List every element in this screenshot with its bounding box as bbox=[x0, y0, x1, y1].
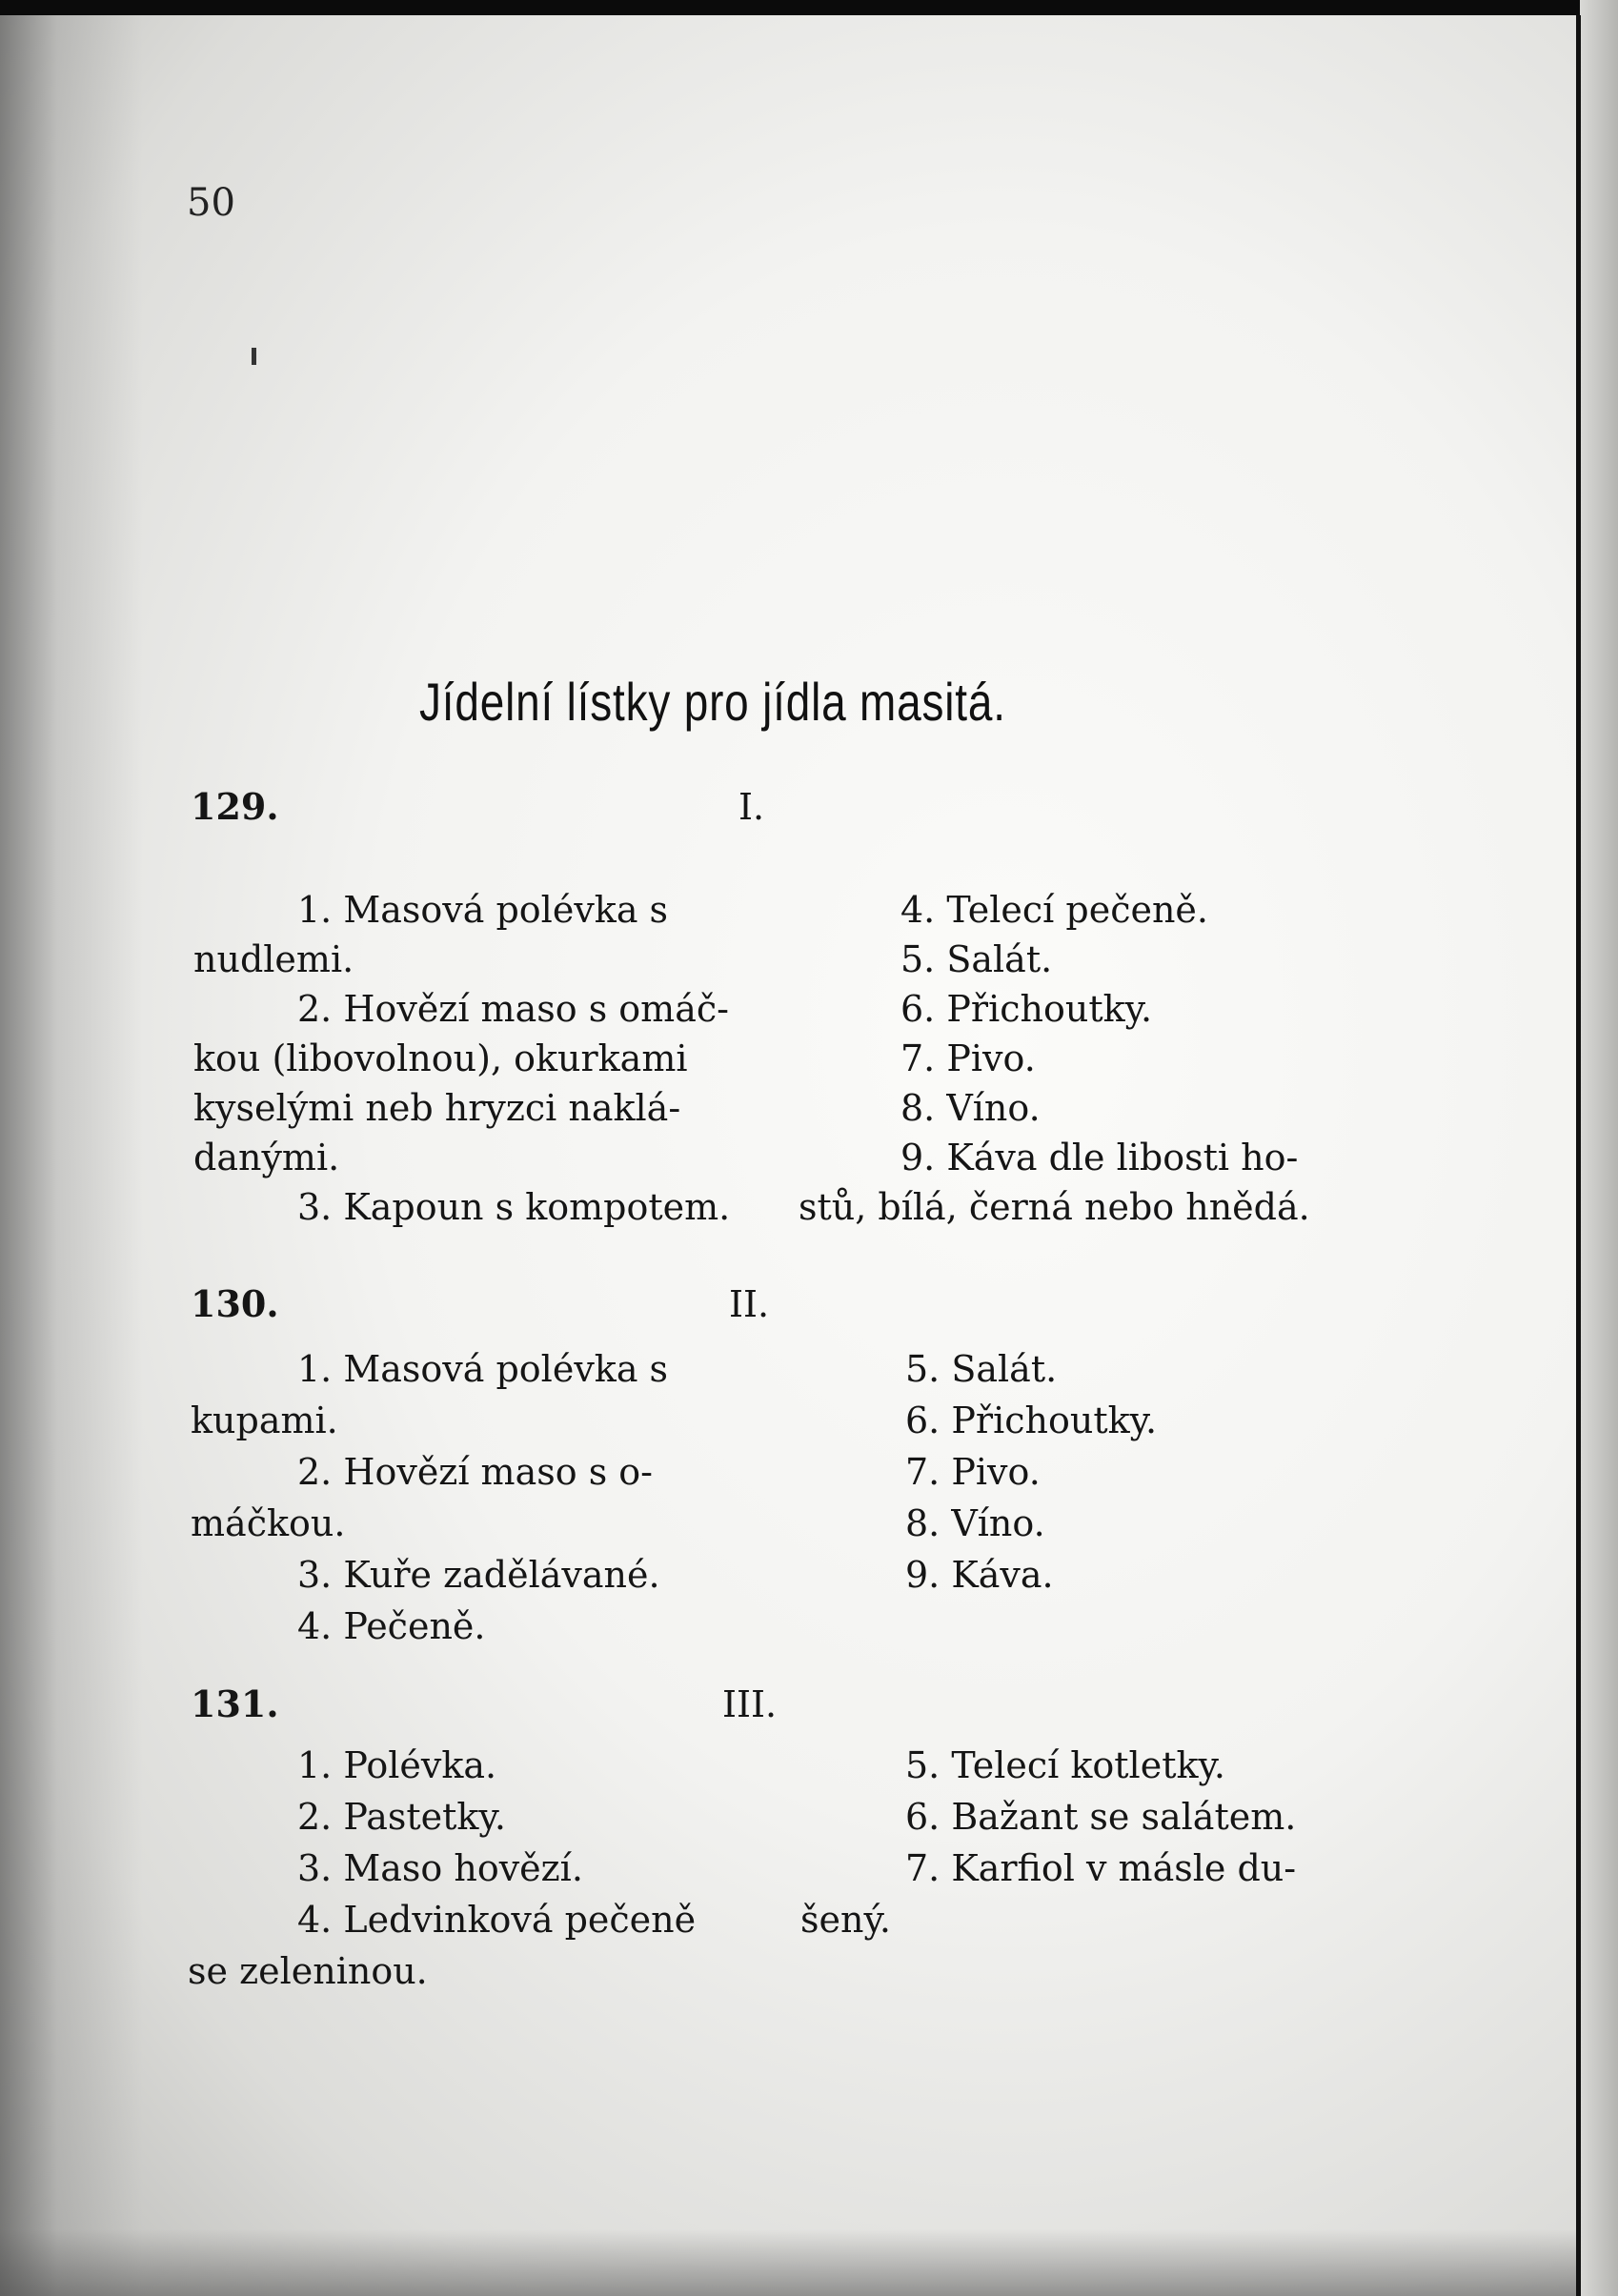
page-number: 50 bbox=[187, 181, 235, 225]
menu-line: 7. Pivo. bbox=[900, 1037, 1036, 1079]
section-number: 129. bbox=[191, 785, 279, 828]
menu-line: nudlemi. bbox=[193, 938, 354, 980]
menu-line: kupami. bbox=[191, 1400, 338, 1441]
menu-line: 4. Ledvinková pečeně bbox=[297, 1899, 697, 1941]
binding-line bbox=[1576, 15, 1581, 2296]
page-edge-right bbox=[1580, 0, 1618, 2296]
menu-line: 5. Salát. bbox=[905, 1348, 1058, 1390]
menu-line: 1. Polévka. bbox=[297, 1744, 497, 1786]
page-shadow-left bbox=[0, 0, 143, 2296]
menu-line: 4. Pečeně. bbox=[297, 1605, 486, 1647]
menu-line: 7. Karfiol v másle du- bbox=[905, 1847, 1297, 1889]
menu-line: 9. Káva. bbox=[905, 1554, 1054, 1596]
menu-line: 8. Víno. bbox=[905, 1502, 1045, 1544]
menu-line: 5. Telecí kotletky. bbox=[905, 1744, 1225, 1786]
menu-line: 3. Kapoun s kompotem. bbox=[297, 1186, 731, 1228]
menu-line: 2. Hovězí maso s o- bbox=[297, 1451, 654, 1493]
menu-line: 4. Telecí pečeně. bbox=[900, 889, 1208, 931]
page-shadow-bottom bbox=[0, 2229, 1618, 2296]
scan-border-top bbox=[0, 0, 1618, 15]
section-roman: II. bbox=[729, 1283, 770, 1325]
menu-line: kyselými neb hryzci naklá- bbox=[193, 1087, 681, 1129]
page-title: Jídelní lístky pro jídla masitá. bbox=[419, 672, 1006, 732]
menu-line: 7. Pivo. bbox=[905, 1451, 1041, 1493]
menu-line: máčkou. bbox=[191, 1502, 346, 1544]
menu-line: 8. Víno. bbox=[900, 1087, 1041, 1129]
menu-line: 9. Káva dle libosti ho- bbox=[900, 1137, 1299, 1178]
section-number: 131. bbox=[191, 1682, 279, 1725]
menu-line: 5. Salát. bbox=[900, 938, 1053, 980]
menu-line: 2. Hovězí maso s omáč- bbox=[297, 988, 729, 1030]
ink-mark bbox=[252, 348, 256, 365]
menu-line: kou (libovolnou), okurkami bbox=[193, 1037, 688, 1079]
menu-line: 2. Pastetky. bbox=[297, 1796, 506, 1838]
section-roman: I. bbox=[738, 786, 765, 828]
menu-line: stů, bílá, černá nebo hnědá. bbox=[799, 1186, 1310, 1228]
menu-line: 1. Masová polévka s bbox=[297, 889, 669, 931]
section-roman: III. bbox=[722, 1683, 778, 1725]
menu-line: se zeleninou. bbox=[188, 1950, 428, 1992]
menu-line: 6. Bažant se salátem. bbox=[905, 1796, 1297, 1838]
menu-line: šený. bbox=[800, 1899, 891, 1941]
menu-line: 3. Kuře zadělávané. bbox=[297, 1554, 660, 1596]
menu-line: 6. Přichoutky. bbox=[905, 1400, 1158, 1441]
section-number: 130. bbox=[191, 1282, 279, 1325]
menu-line: 1. Masová polévka s bbox=[297, 1348, 669, 1390]
menu-line: 3. Maso hovězí. bbox=[297, 1847, 583, 1889]
menu-line: 6. Přichoutky. bbox=[900, 988, 1153, 1030]
menu-line: danými. bbox=[193, 1137, 340, 1178]
